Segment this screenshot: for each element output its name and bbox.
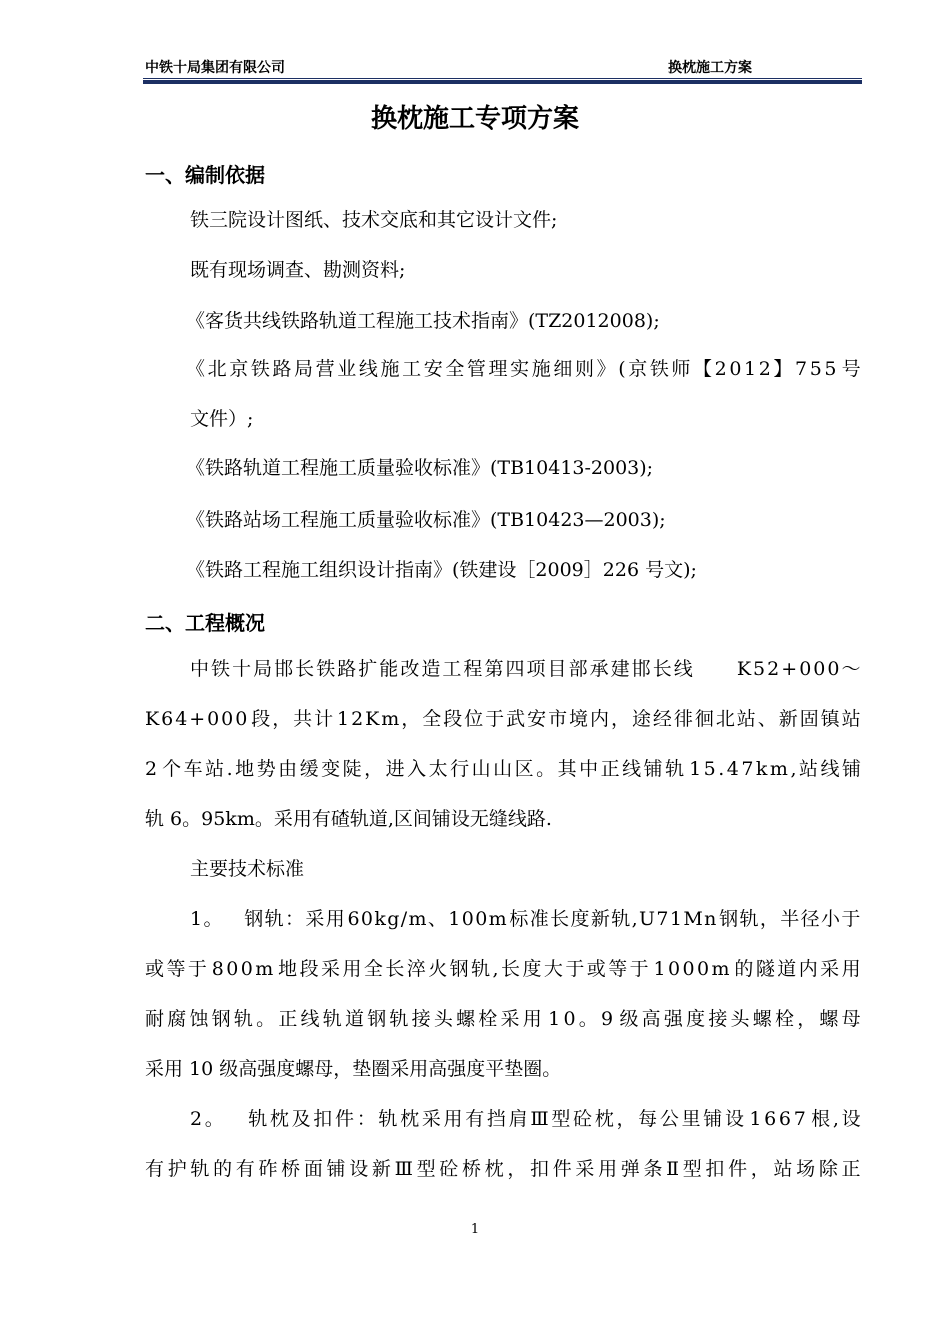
header-rule-thin bbox=[143, 78, 862, 79]
overview-line: 轨 6。95km。采用有碴轨道,区间铺设无缝线路. bbox=[145, 808, 552, 830]
standards-heading: 主要技术标准 bbox=[190, 858, 305, 880]
section-heading-basis: 一、编制依据 bbox=[145, 163, 265, 187]
standard-item-sleeper: 2 。 轨 枕 及 扣 件 ： 轨 枕 采 用 有 挡 肩 Ⅲ 型 砼 枕 ， 每 公 里 铺 设 1 6 6 7 根 , 设 bbox=[190, 1108, 861, 1130]
overview-line: 中 铁 十 局 邯 长 铁 路 扩 能 改 造 工 程 第 四 项 目 部 承 建 邯 长 线 K 5 2 + 0 0 0 ～ bbox=[190, 658, 861, 680]
header-rule-thick bbox=[143, 80, 862, 84]
standard-item-rail: 采用 10 级高强度螺母，垫圈采用高强度平垫圈。 bbox=[145, 1058, 562, 1080]
section-heading-overview: 二、工程概况 bbox=[145, 611, 265, 635]
basis-item: 《客货共线铁路轨道工程施工技术指南》(TZ2012008); bbox=[186, 310, 660, 332]
basis-item: 既有现场调查、勘测资料; bbox=[190, 259, 406, 281]
basis-item: 铁三院设计图纸、技术交底和其它设计文件; bbox=[190, 209, 558, 231]
basis-item: 《 北 京 铁 路 局 营 业 线 施 工 安 全 管 理 实 施 细 则 》 ( 京 铁 师 【 2 0 1 2 】 7 5 5 号 bbox=[186, 358, 861, 380]
basis-item: 《铁路站场工程施工质量验收标准》(TB10423—2003); bbox=[186, 509, 666, 531]
overview-line: K 6 4 + 0 0 0 段 ， 共 计 1 2 K m ， 全 段 位 于 武 安 市 境 内 ， 途 经 徘 徊 北 站 、 新 固 镇 站 bbox=[145, 708, 861, 730]
standard-item-rail: 或 等 于 8 0 0 m 地 段 采 用 全 长 淬 火 钢 轨 , 长 度 大 于 或 等 于 1 0 0 0 m 的 隧 道 内 采 用 bbox=[145, 958, 861, 980]
overview-line: 2 个 车 站 . 地 势 由 缓 变 陡 ， 进 入 太 行 山 山 区 。 其 中 正 线 铺 轨 1 5 . 4 7 k m , 站 线 铺 bbox=[145, 758, 861, 780]
basis-item: 《铁路工程施工组织设计指南》(铁建设［2009］226 号文); bbox=[186, 559, 697, 581]
page-number: 1 bbox=[470, 1222, 480, 1237]
header-doc-name: 换枕施工方案 bbox=[668, 60, 752, 76]
standard-item-rail: 1 。 钢 轨 ： 采 用 6 0 k g / m 、 1 0 0 m 标 准 长 度 新 轨 , U 7 1 M n 钢 轨 ， 半 径 小 于 bbox=[190, 908, 861, 930]
document-title: 换枕施工专项方案 bbox=[370, 104, 579, 134]
basis-item: 《铁路轨道工程施工质量验收标准》(TB10413-2003); bbox=[186, 457, 654, 479]
standard-item-rail: 耐 腐 蚀 钢 轨 。 正 线 轨 道 钢 轨 接 头 螺 栓 采 用 1 0 。 9 级 高 强 度 接 头 螺 栓 ， 螺 母 bbox=[145, 1008, 861, 1030]
standard-item-sleeper: 有 护 轨 的 有 砟 桥 面 铺 设 新 Ⅲ 型 砼 桥 枕 ， 扣 件 采 用 弹 条 Ⅱ 型 扣 件 ， 站 场 除 正 bbox=[145, 1158, 861, 1180]
header-company: 中铁十局集团有限公司 bbox=[145, 60, 285, 76]
basis-item: 文件）; bbox=[190, 408, 254, 430]
